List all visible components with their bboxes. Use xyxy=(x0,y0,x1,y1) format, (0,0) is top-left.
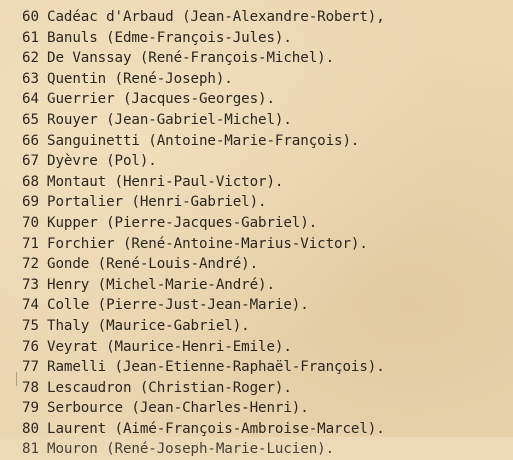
entry-name: Forchier (René-Antoine-Marius-Victor). xyxy=(47,235,368,252)
list-item xyxy=(22,172,385,193)
entry-name: Laurent (Aimé-François-Ambroise-Marcel). xyxy=(47,420,385,437)
list-item xyxy=(22,151,385,172)
list-item xyxy=(22,316,385,337)
entry-number: 64 xyxy=(22,91,39,108)
list-item xyxy=(22,295,385,316)
entry-name: Dyèvre (Pol). xyxy=(47,153,157,170)
list-item xyxy=(22,337,385,358)
list-item xyxy=(22,192,385,213)
entry-name: Guerrier (Jacques-Georges). xyxy=(47,91,275,108)
list-item xyxy=(22,275,385,296)
entry-number: 71 xyxy=(22,235,39,252)
entry-number: 62 xyxy=(22,50,39,67)
entry-number: 79 xyxy=(22,400,39,417)
entry-name: Gonde (René-Louis-André). xyxy=(47,256,259,273)
list-item xyxy=(22,439,385,460)
entry-number: 77 xyxy=(22,359,39,376)
entry-number: 80 xyxy=(22,420,39,437)
entry-name: Ramelli (Jean-Etienne-Raphaël-François). xyxy=(47,359,385,376)
entry-number: 60 xyxy=(22,9,39,25)
list-item xyxy=(22,419,385,440)
list-item xyxy=(22,254,385,275)
entry-number: 81 xyxy=(22,441,39,458)
entry-name: Veyrat (Maurice-Henri-Emile). xyxy=(47,338,292,355)
entry-number: 70 xyxy=(22,214,39,231)
list-item xyxy=(22,398,385,419)
entry-number: 69 xyxy=(22,194,39,211)
entry-name: Henry (Michel-Marie-André). xyxy=(47,276,275,293)
name-list xyxy=(22,7,385,460)
list-item xyxy=(22,89,385,110)
entry-name: Quentin (René-Joseph). xyxy=(47,70,233,87)
list-item xyxy=(22,69,385,90)
entry-number: 75 xyxy=(22,317,39,334)
entry-name: Serbource (Jean-Charles-Henri). xyxy=(47,400,309,417)
entry-number: 78 xyxy=(22,379,39,396)
entry-number: 73 xyxy=(22,276,39,293)
list-item xyxy=(22,110,385,131)
entry-number: 72 xyxy=(22,256,39,273)
entry-name: Lescaudron (Christian-Roger). xyxy=(47,379,292,396)
entry-name: Mouron (René-Joseph-Marie-Lucien). xyxy=(47,441,335,458)
list-item xyxy=(22,234,385,255)
entry-name: Rouyer (Jean-Gabriel-Michel). xyxy=(47,111,292,128)
list-item xyxy=(22,213,385,234)
list-item xyxy=(22,357,385,378)
entry-name: Cadéac d'Arbaud (Jean-Alexandre-Robert), xyxy=(47,9,385,25)
entry-number: 65 xyxy=(22,111,39,128)
entry-name: Portalier (Henri-Gabriel). xyxy=(47,194,267,211)
entry-number: 68 xyxy=(22,173,39,190)
entry-name: Montaut (Henri-Paul-Victor). xyxy=(47,173,284,190)
entry-number: 67 xyxy=(22,153,39,170)
entry-number: 61 xyxy=(22,29,39,46)
list-item xyxy=(22,28,385,49)
entry-name: Colle (Pierre-Just-Jean-Marie). xyxy=(47,297,309,314)
entry-name: De Vanssay (René-François-Michel). xyxy=(47,50,335,67)
margin-mark xyxy=(16,372,17,386)
entry-number: 63 xyxy=(22,70,39,87)
entry-name: Sanguinetti (Antoine-Marie-François). xyxy=(47,132,360,149)
entry-name: Kupper (Pierre-Jacques-Gabriel). xyxy=(47,214,318,231)
list-item xyxy=(22,378,385,399)
entry-number: 74 xyxy=(22,297,39,314)
entry-name: Banuls (Edme-François-Jules). xyxy=(47,29,292,46)
list-item xyxy=(22,48,385,69)
list-item xyxy=(22,7,385,28)
entry-number: 66 xyxy=(22,132,39,149)
entry-name: Thaly (Maurice-Gabriel). xyxy=(47,317,250,334)
list-item xyxy=(22,131,385,152)
entry-number: 76 xyxy=(22,338,39,355)
